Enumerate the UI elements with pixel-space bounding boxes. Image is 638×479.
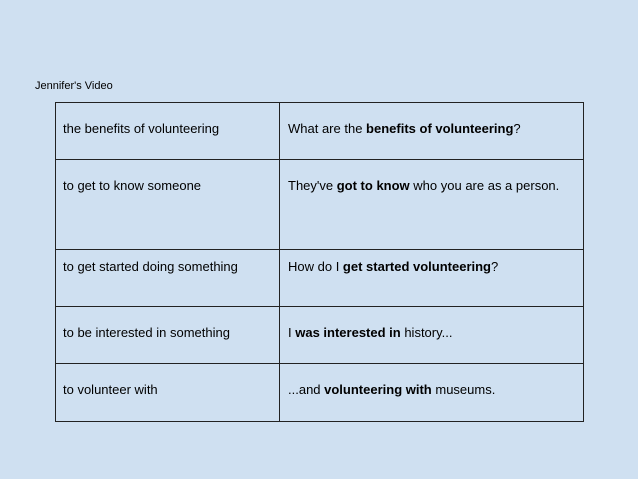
example-cell [280,103,584,160]
example-text: How do I [288,258,343,274]
example-highlight: volunteering with [324,381,432,397]
example-cell [280,363,584,421]
example-text: What are the [288,121,367,136]
slide-title: Jennifer's Video [35,80,113,92]
example-text: ? [513,121,521,136]
example-text: I [288,325,296,341]
example-highlight: was interested in [295,325,401,341]
example-text: ...and [288,381,325,397]
example-cell [280,307,584,363]
example-highlight: got to know [336,178,410,194]
example-text: museums. [431,381,496,397]
table-row [56,249,584,306]
phrase-cell: the benefits of volunteering [56,103,280,160]
phrase-cell: to get started doing something [56,249,280,306]
example-text: They've [288,178,337,194]
example-text: history... [400,325,453,341]
table-row [56,363,584,421]
example-highlight: benefits of volunteering [366,121,514,136]
table-row [56,103,584,160]
example-cell [280,160,584,250]
example-cell [280,249,584,306]
example-text: ? [491,258,499,274]
example-text: who you are as a person. [409,178,560,194]
phrase-cell: to volunteer with [56,363,280,421]
example-highlight: get started volunteering [342,258,491,274]
phrase-cell: to get to know someone [56,160,280,250]
phrase-cell: to be interested in something [56,307,280,363]
vocabulary-table [55,102,584,422]
table-row [56,160,584,250]
table-row [56,307,584,363]
